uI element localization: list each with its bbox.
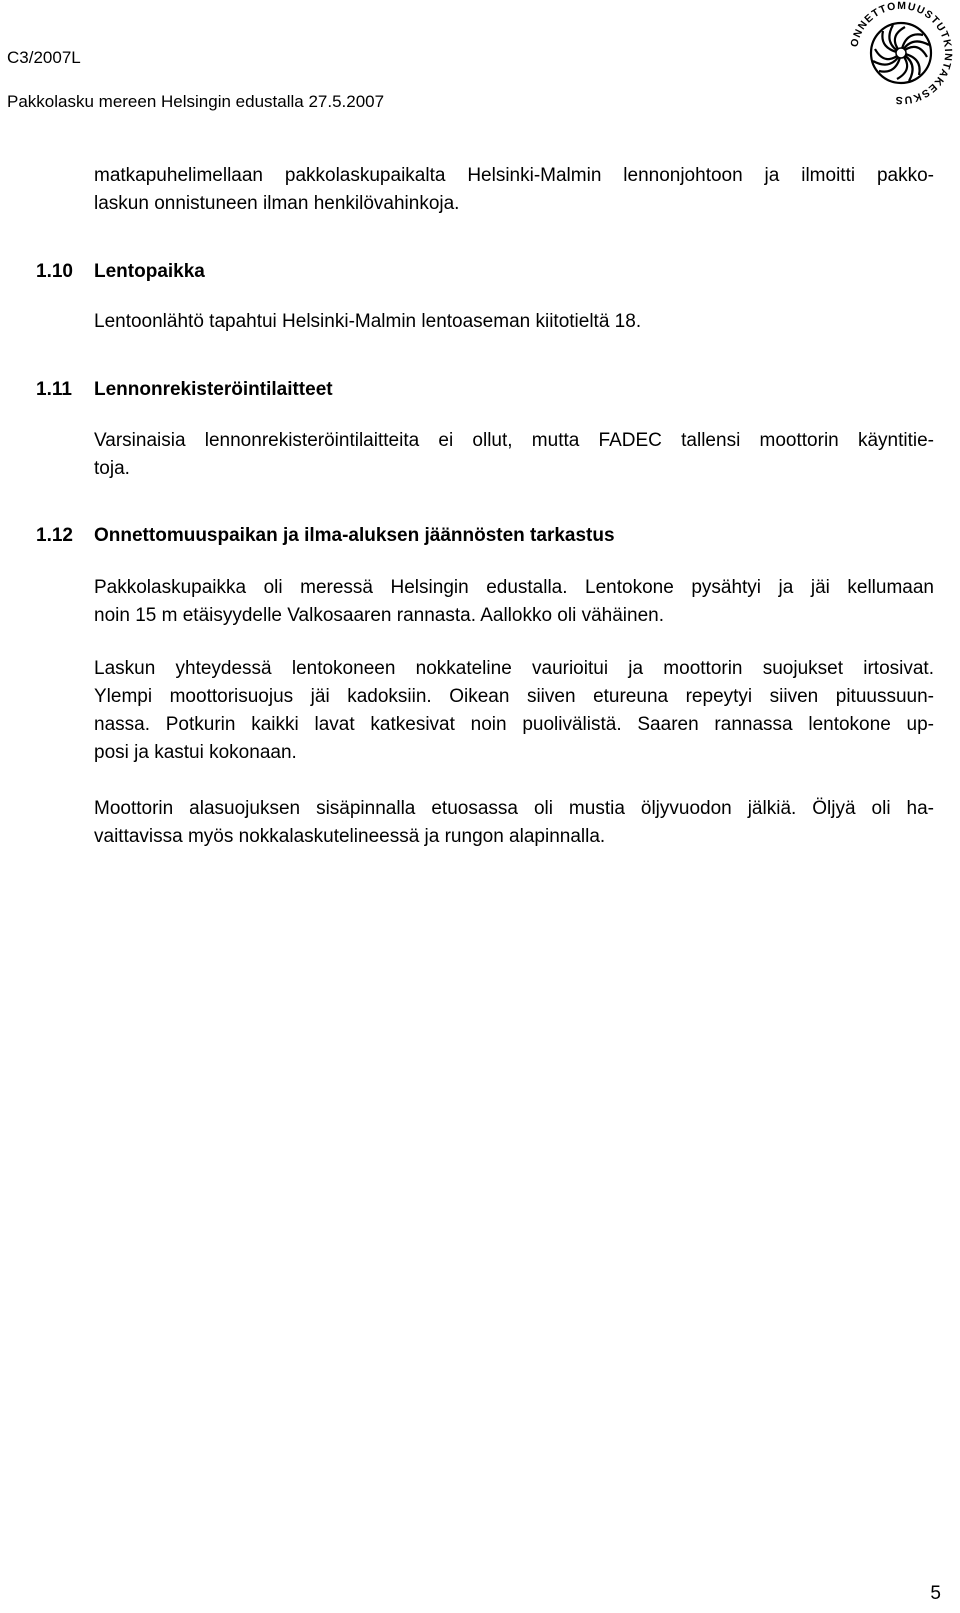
document-title: Pakkolasku mereen Helsingin edustalla 27.5.2007	[7, 92, 385, 111]
section-title: Onnettomuuspaikan ja ilma-aluksen jäännösten tarkastus	[94, 525, 615, 546]
paragraph-line: vaittavissa myös nokkalaskutelineessä ja rungon alapinnalla.	[94, 826, 606, 847]
section-number: 1.11	[36, 379, 72, 400]
section-1-12-paragraph-3	[94, 795, 934, 851]
section-1-10-paragraph	[94, 308, 934, 336]
section-1-12-paragraph-1	[94, 574, 934, 630]
paragraph-line: Lentoonlähtö tapahtui Helsinki-Malmin lentoaseman kiitotieltä 18.	[94, 311, 642, 332]
paragraph-line: Laskun yhteydessä lentokoneen nokkateline vaurioitui ja moottorin suojukset irtosivat.	[94, 658, 934, 679]
paragraph-line: laskun onnistuneen ilman henkilövahinkoja.	[94, 193, 460, 214]
section-heading-1-11	[36, 376, 333, 404]
paragraph-line: Moottorin alasuojuksen sisäpinnalla etuosassa oli mustia öljyvuodon jälkiä. Öljyä oli ha-	[94, 798, 934, 819]
paragraph-line: Ylempi moottorisuojus jäi kadoksiin. Oikean siiven etureuna repeytyi siiven pituussuun-	[94, 686, 934, 707]
section-title: Lennonrekisteröintilaitteet	[94, 379, 333, 400]
paragraph-line: Pakkolaskupaikka oli meressä Helsingin edustalla. Lentokone pysähtyi ja jäi kellumaan	[94, 577, 934, 598]
onnettomuustutkintakeskus-logo	[848, 0, 954, 106]
section-1-11-paragraph	[94, 427, 934, 483]
section-heading-1-10	[36, 258, 205, 286]
logo-ring-text: ONNETTOMUUSTUTKINTAKESKUS	[848, 0, 954, 106]
paragraph-line: nassa. Potkurin kaikki lavat katkesivat noin puolivälistä. Saaren rannassa lentokone up-	[94, 714, 934, 735]
section-1-12-paragraph-2	[94, 655, 934, 767]
section-number: 1.12	[36, 525, 73, 546]
paragraph-line: toja.	[94, 458, 130, 479]
paragraph-line: Varsinaisia lennonrekisteröintilaitteita ei ollut, mutta FADEC tallensi moottorin käyntitie-	[94, 430, 934, 451]
paragraph-line: matkapuhelimellaan pakkolaskupaikalta Helsinki-Malmin lennonjohtoon ja ilmoitti pakko-	[94, 165, 934, 186]
section-number: 1.10	[36, 261, 73, 282]
intro-paragraph	[94, 162, 934, 218]
paragraph-line: posi ja kastui kokonaan.	[94, 742, 297, 763]
document-code: C3/2007L	[7, 48, 81, 67]
page-number: 5	[930, 1583, 941, 1604]
paragraph-line: noin 15 m etäisyydelle Valkosaaren rannasta. Aallokko oli vähäinen.	[94, 605, 664, 626]
section-title: Lentopaikka	[94, 261, 205, 282]
section-heading-1-12	[36, 522, 615, 550]
